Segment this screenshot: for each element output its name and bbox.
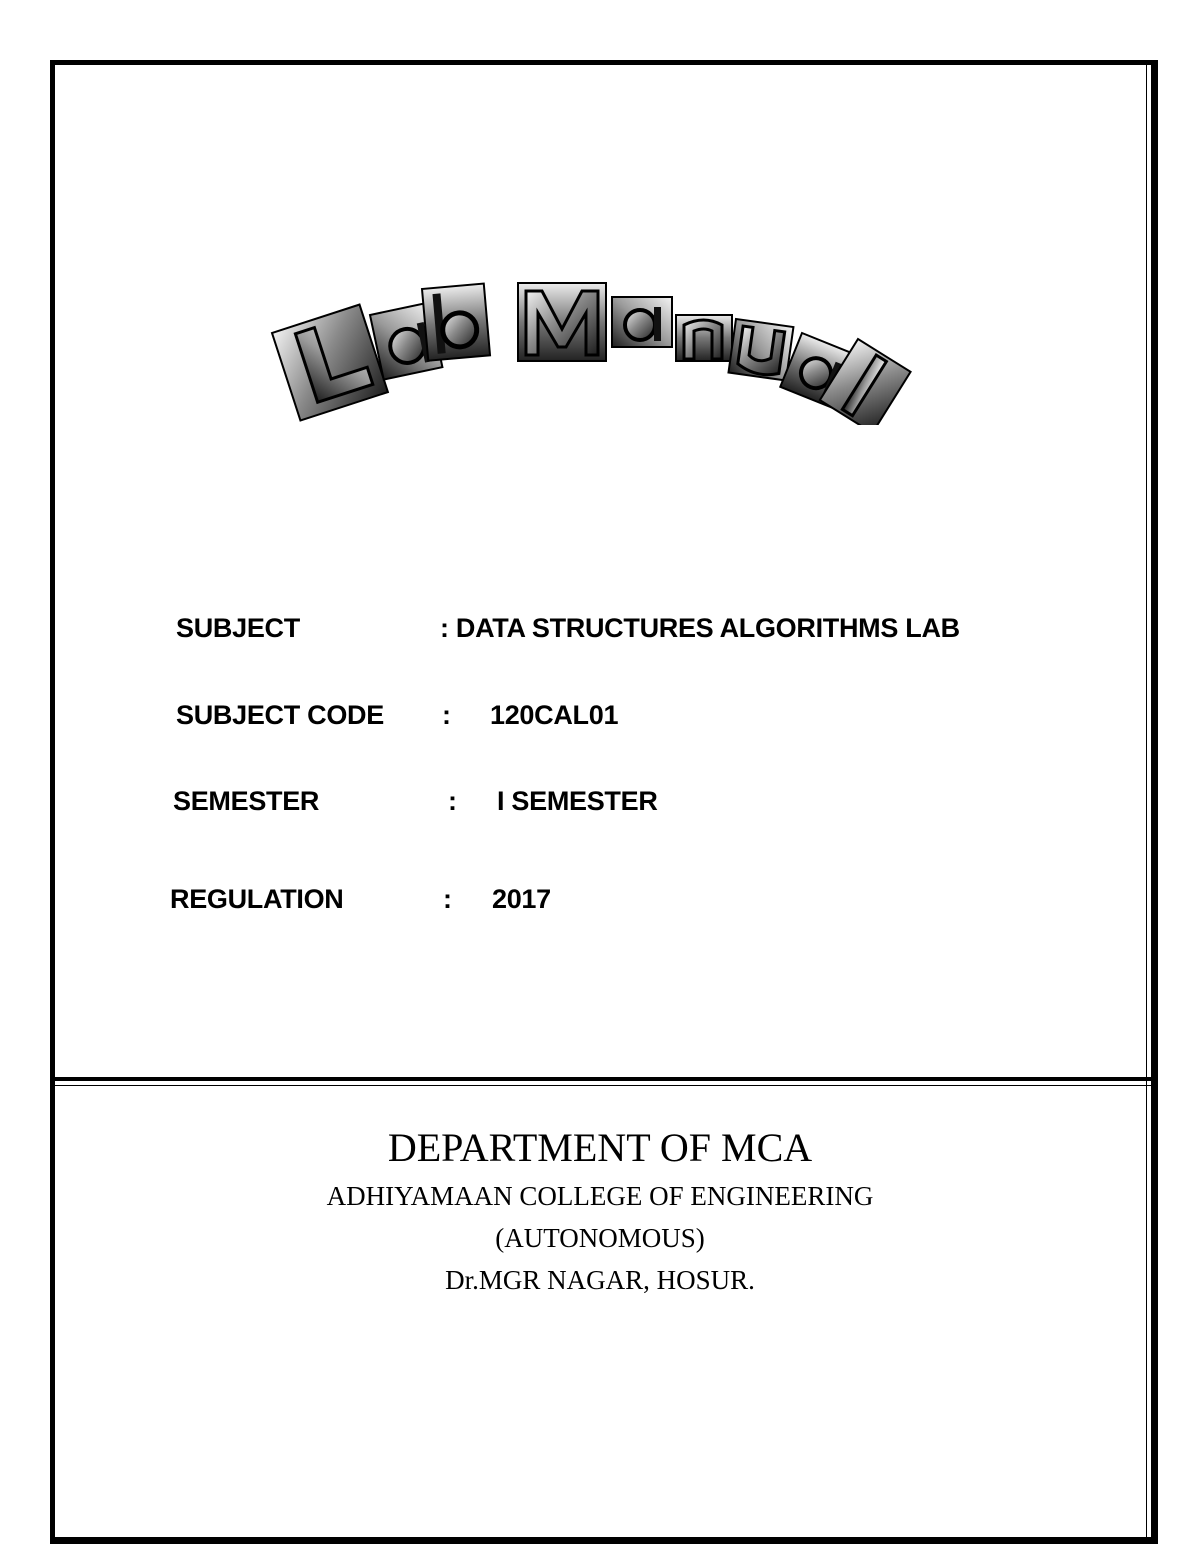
lab-manual-wordart [262, 275, 932, 425]
wordart-letter-u [728, 319, 793, 381]
subject-label: SUBJECT [176, 613, 300, 643]
college-status: (AUTONOMOUS) [495, 1223, 705, 1253]
college-name: ADHIYAMAAN COLLEGE OF ENGINEERING [326, 1181, 874, 1211]
semester-colon: : [448, 786, 457, 816]
regulation-label: REGULATION [170, 884, 344, 914]
semester-value: I SEMESTER [497, 786, 658, 816]
subject-code-label: SUBJECT CODE [176, 700, 384, 730]
regulation-value: 2017 [492, 884, 551, 914]
wordart-letter-n [676, 315, 732, 361]
department-title: DEPARTMENT OF MCA [387, 1125, 813, 1170]
section-divider-thin [55, 1085, 1151, 1086]
semester-label: SEMESTER [173, 786, 320, 816]
regulation-colon: : [443, 884, 452, 914]
section-divider-thick [55, 1077, 1151, 1081]
subject-value: : DATA STRUCTURES ALGORITHMS LAB [440, 613, 960, 643]
wordart-letter-a2 [612, 297, 672, 347]
subject-code-colon: : [442, 700, 451, 730]
subject-code-value: 120CAL01 [490, 700, 619, 730]
college-address: Dr.MGR NAGAR, HOSUR. [445, 1265, 755, 1295]
wordart-letter-b [422, 284, 490, 361]
wordart-letter-M [518, 283, 606, 361]
frame-double-line [1146, 65, 1147, 1537]
